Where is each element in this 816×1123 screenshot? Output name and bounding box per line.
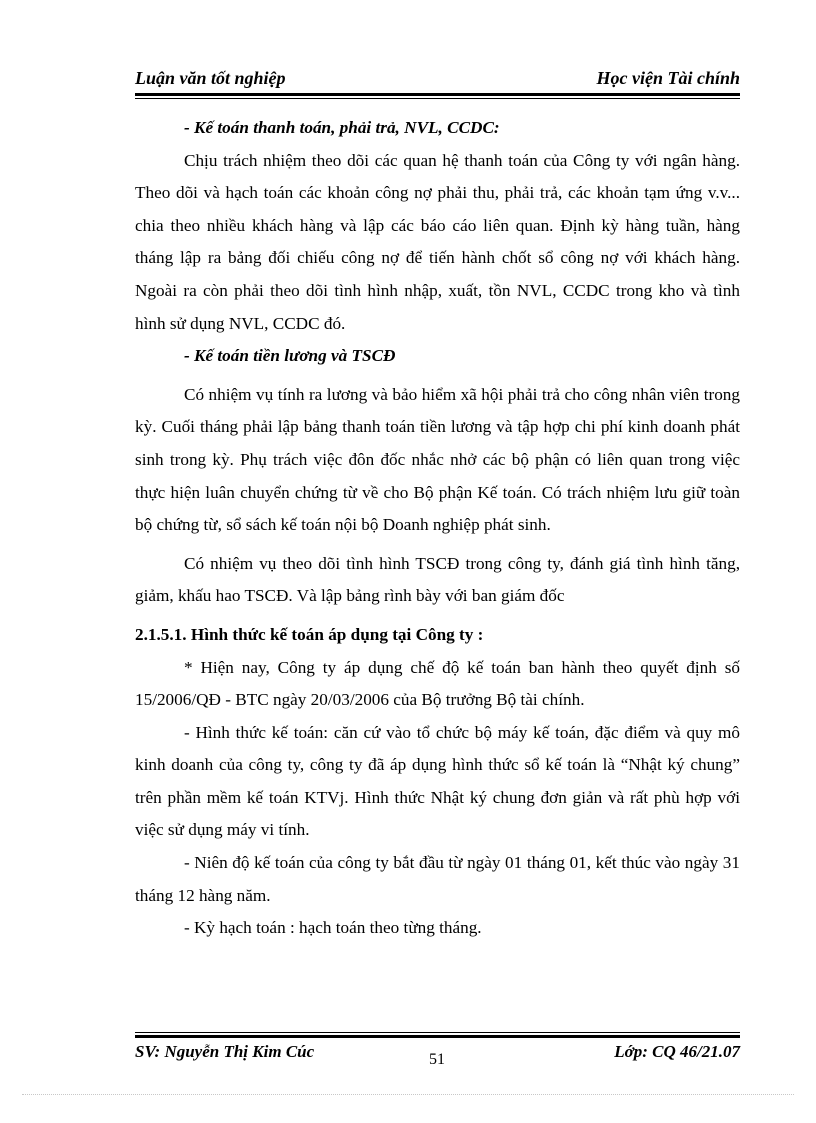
header-rule-thin	[135, 98, 740, 99]
subheading-salary-accounting: - Kế toán tiền lương và TSCĐ	[184, 346, 396, 366]
header-thesis-title: Luận văn tốt nghiệp	[135, 68, 286, 88]
paragraph-regime: * Hiện nay, Công ty áp dụng chế độ kế toán ban hành theo quyết định số 15/2006/QĐ - BTC ngày 20/03/2006 của Bộ trưởng Bộ tài chính.	[135, 657, 740, 710]
paragraph-period: - Kỳ hạch toán : hạch toán theo từng tháng.	[184, 918, 482, 938]
page-content	[135, 112, 740, 945]
footer-rule-thick	[135, 1035, 740, 1038]
section-heading-2-1-5-1: 2.1.5.1. Hình thức kế toán áp dụng tại Công ty :	[135, 624, 484, 644]
paragraph-salary-duties: Có nhiệm vụ tính ra lương và bảo hiểm xã hội phải trả cho công nhân viên trong kỳ. Cuối tháng phải lập bảng thanh toán tiền lương và tập hợp chi phí kinh doanh phát sinh trong kỳ. Phụ trách việc đôn đốc nhắc nhở các bộ phận có liên quan trong việc thực hiện luân chuyển chứng từ về cho Bộ phận Kế toán. Có trách nhiệm lưu giữ toàn bộ chứng từ, sổ sách kế toán nội bộ Doanh nghiệp phát sinh.	[135, 384, 740, 535]
page-footer	[135, 1042, 740, 1072]
footer-class: Lớp: CQ 46/21.07	[614, 1042, 740, 1061]
header-rule-thick	[135, 93, 740, 96]
page-header	[135, 68, 740, 92]
page-bottom-border	[22, 1094, 794, 1095]
page-number: 51	[429, 1051, 445, 1068]
header-institution: Học viện Tài chính	[596, 68, 740, 88]
paragraph-fixed-assets: Có nhiệm vụ theo dõi tình hình TSCĐ trong công ty, đánh giá tình hình tăng, giảm, khấu hao TSCĐ. Và lập bảng rình bày với ban giám đốc	[135, 553, 740, 606]
subheading-payment-accounting: - Kế toán thanh toán, phải trả, NVL, CCDC:	[184, 118, 500, 137]
footer-rule-thin	[135, 1032, 740, 1033]
paragraph-payment-duties: Chịu trách nhiệm theo dõi các quan hệ thanh toán của Công ty với ngân hàng. Theo dõi và hạch toán các khoản công nợ phải thu, phải trả, các khoản tạm ứng v.v... chia theo nhiều khách hàng và lập các báo cáo liên quan. Định kỳ hàng tuần, hàng tháng lập ra bảng đối chiếu công nợ để tiến hành chốt sổ công nợ với khách hàng. Ngoài ra còn phải theo dõi tình hình nhập, xuất, tồn NVL, CCDC trong kho và tình hình sử dụng NVL, CCDC đó.	[135, 150, 740, 333]
paragraph-fiscal-year: - Niên độ kế toán của công ty bắt đầu từ ngày 01 tháng 01, kết thúc vào ngày 31 tháng 12 hàng năm.	[135, 853, 740, 905]
footer-student-name: SV: Nguyễn Thị Kim Cúc	[135, 1042, 315, 1061]
paragraph-form: - Hình thức kế toán: căn cứ vào tổ chức bộ máy kế toán, đặc điểm và quy mô kinh doanh của công ty, công ty đã áp dụng hình thức sổ kế toán là “Nhật ký chung” trên phần mềm kế toán KTVj. Hình thức Nhật ký chung đơn giản và rất phù hợp với việc sử dụng máy vi tính.	[135, 722, 740, 840]
